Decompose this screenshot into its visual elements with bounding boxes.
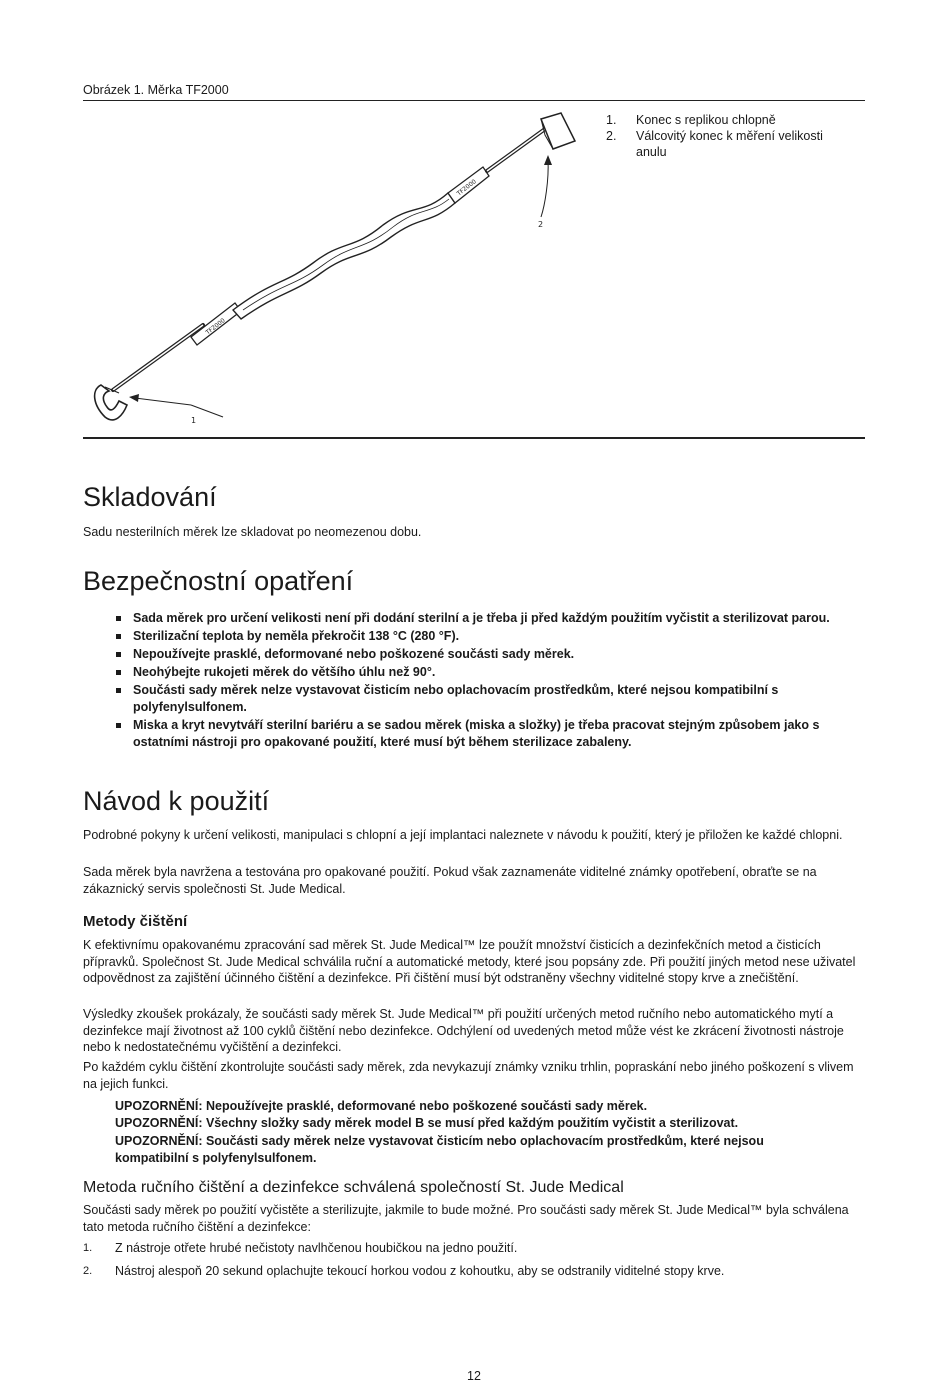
manual-steps — [83, 1240, 863, 1279]
safety-heading: Bezpečnostní opatření — [83, 566, 354, 596]
safety-item: Součásti sady měrek nelze vystavovat čisticím nebo oplachovacím prostředkům, které nejsou kompatibilní s polyfenylsulfonem. — [113, 682, 833, 716]
figure-top-rule — [83, 100, 865, 101]
page-number: 12 — [467, 1369, 481, 1383]
warning-3: UPOZORNĚNÍ: Součásti sady měrek nelze vystavovat čisticím nebo oplachovacím prostředkům, které nejsou kompatibilní s polyfenylsulfonem. — [115, 1134, 764, 1165]
legend-item: 1. Konec s replikou chlopně — [606, 113, 776, 127]
cleaning-heading: Metody čištění — [83, 913, 188, 930]
safety-item: Sterilizační teplota by neměla překročit 138 °C (280 °F). — [113, 628, 833, 645]
manual-method-heading: Metoda ručního čištění a dezinfekce schválená společností St. Jude Medical — [83, 1179, 624, 1196]
safety-item: Neohýbejte rukojeti měrek do většího úhlu než 90°. — [113, 664, 833, 681]
cleaning-paragraph-2: Výsledky zkoušek prokázaly, že součásti sady měrek St. Jude Medical™ při použití určených metod ručního nebo automatického mytí a dezinfekce mají životnost až 100 cyklů čištění nebo dezinfekce. Odchýlení od uvedených metod může vést ke zkrácení životnosti nástroje nebo k nedostatečnému vyčištění a dezinfekci. — [83, 1007, 844, 1054]
safety-item: Miska a kryt nevytváří sterilní bariéru a se sadou měrek (miska a složky) je třeba pracovat stejným způsobem jako s ostatními nástroji pro opakované použití, které musí být během sterilizace zabaleny. — [113, 717, 833, 751]
svg-text:TF2000: TF2000 — [455, 178, 478, 198]
figure-caption: Obrázek 1. Měrka TF2000 — [83, 83, 229, 97]
safety-item: Sada měrek pro určení velikosti není při dodání sterilní a je třeba ji před každým použitím vyčistit a sterilizovat parou. — [113, 610, 833, 627]
manual-intro: Součásti sady měrek po použití vyčistěte a sterilizujte, jakmile to bude možné. Pro součásti sady měrek St. Jude Medical™ byla schválena tato metoda ručního čištění a dezinfekce: — [83, 1203, 849, 1234]
sizer-illustration — [83, 105, 603, 435]
cleaning-paragraph-3: Po každém cyklu čištění zkontrolujte součásti sady měrek, zda nevykazují známky vzniku trhlin, popraskání nebo jiného poškození s vlivem na jejich funkci. — [83, 1060, 854, 1091]
usage-paragraph-2: Sada měrek byla navržena a testována pro opakované použití. Pokud však zaznamenáte viditelné známky opotřebení, obraťte se na zákaznický servis společnosti St. Jude Medical. — [83, 865, 817, 896]
figure-legend — [606, 112, 836, 160]
legend-item: 2. Válcovitý konec k měření velikosti anulu — [606, 129, 823, 159]
step-item: 2. Nástroj alespoň 20 sekund oplachujte tekoucí horkou vodou z kohoutku, aby se odstranily viditelné stopy krve. — [83, 1264, 725, 1278]
step-item: 1. Z nástroje otřete hrubé nečistoty navlhčenou houbičkou na jedno použití. — [83, 1241, 518, 1255]
safety-item: Nepoužívejte prasklé, deformované nebo poškozené součásti sady měrek. — [113, 646, 833, 663]
callout-2-label: 2 — [538, 220, 544, 229]
svg-text:TF2000: TF2000 — [204, 317, 227, 337]
cleaning-paragraph-1: K efektivnímu opakovanému zpracování sad měrek St. Jude Medical™ lze použít množství čisticích a dezinfekčních metod a čisticích přípravků. Společnost St. Jude Medical schválila ruční a automatické metody, které jsou popsány zde. Při použití jiných metod nese uživatel odpovědnost za zajištění účinného čištění a dezinfekce. Při čištění musí být odstraněny všechny viditelné stopy krve a znečištění. — [83, 938, 856, 985]
storage-text: Sadu nesterilních měrek lze skladovat po neomezenou dobu. — [83, 525, 422, 539]
usage-paragraph-1: Podrobné pokyny k určení velikosti, manipulaci s chlopní a její implantaci naleznete v návodu k použití, který je přiložen ke každé chlopni. — [83, 828, 843, 842]
figure-bottom-rule — [83, 437, 865, 439]
safety-list — [113, 610, 833, 752]
warning-2: UPOZORNĚNÍ: Všechny složky sady měrek model B se musí před každým použitím vyčistit a sterilizovat. — [115, 1116, 739, 1130]
storage-heading: Skladování — [83, 482, 217, 512]
usage-heading: Návod k použití — [83, 786, 270, 816]
callout-1-label: 1 — [191, 416, 197, 425]
warning-1: UPOZORNĚNÍ: Nepoužívejte prasklé, deformované nebo poškozené součásti sady měrek. — [115, 1099, 648, 1113]
